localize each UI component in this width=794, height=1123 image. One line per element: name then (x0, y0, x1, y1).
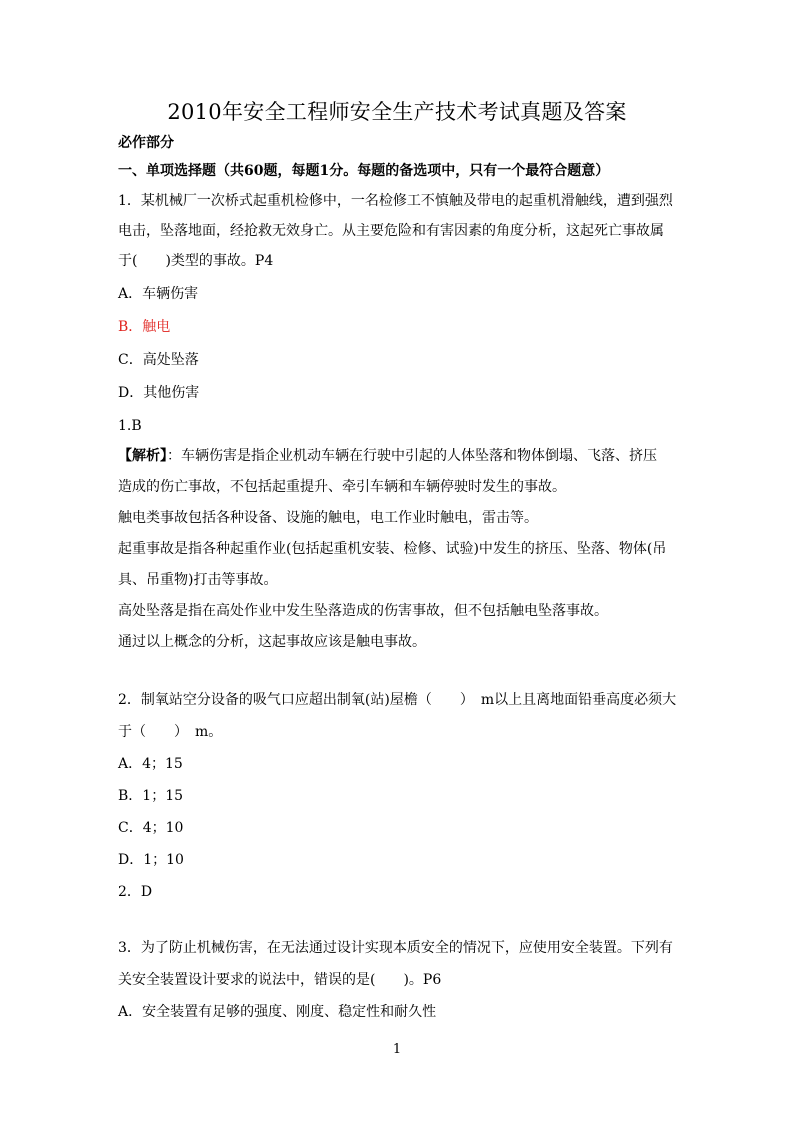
spacer (118, 908, 678, 932)
question-1-stem-line-3: 于( )类型的事故。P4 (118, 253, 274, 269)
question-1-option-d: D．其他伤害 (118, 385, 200, 401)
question-3 (118, 932, 678, 1028)
document-title: 2010年安全工程师安全生产技术考试真题及答案 (167, 100, 627, 124)
question-2-option-b: B．1；15 (118, 788, 184, 804)
question-3-option-a: A．安全装置有足够的强度、刚度、稳定性和耐久性 (118, 1004, 437, 1020)
question-3-stem-line-2: 关安全装置设计要求的说法中，错误的是( )。P6 (118, 972, 442, 988)
section-heading: 一、单项选择题（共60题，每题1分。每题的备选项中，只有一个最符合题意） (118, 163, 610, 179)
question-1-stem-line-1: 1．某机械厂一次桥式起重机检修中，一名检修工不慎触及带电的起重机滑触线，遭到强烈 (118, 193, 673, 209)
document-body (118, 130, 678, 1028)
question-1-analysis-line-7: 通过以上概念的分析，这起事故应该是触电事故。 (118, 634, 426, 650)
question-1-analysis-line-1 (118, 441, 678, 472)
question-2-answer: 2．D (118, 884, 153, 900)
question-2-stem-line-2: 于（ ） m。 (118, 724, 223, 740)
analysis-text: ：车辆伤害是指企业机动车辆在行驶中引起的人体坠落和物体倒塌、飞落、挤压 (167, 448, 657, 464)
question-1-analysis-line-5: 具、吊重物)打击等事故。 (118, 572, 278, 588)
question-2-option-c: C．4；10 (118, 820, 184, 836)
question-1-analysis-line-6: 高处坠落是指在高处作业中发生坠落造成的伤害事故，但不包括触电坠落事故。 (118, 603, 608, 619)
question-2 (118, 684, 678, 908)
question-1-option-b: B．触电 (118, 319, 171, 335)
section-label: 必作部分 (118, 135, 174, 151)
question-1-option-c: C．高处坠落 (118, 352, 199, 368)
analysis-label: 【解析】 (118, 448, 167, 464)
question-2-option-a: A．4；15 (118, 756, 183, 772)
question-1 (118, 186, 678, 658)
question-3-stem-line-1: 3．为了防止机械伤害，在无法通过设计实现本质安全的情况下，应使用安全装置。下列有 (118, 940, 673, 956)
question-1-analysis-line-4: 起重事故是指各种起重作业(包括起重机安装、检修、试验)中发生的挤压、坠落、物体(吊 (118, 541, 667, 557)
question-2-option-d: D．1；10 (118, 852, 184, 868)
question-2-stem-line-1: 2．制氧站空分设备的吸气口应超出制氧(站)屋檐（ ） m以上且离地面铅垂高度必须大 (118, 692, 677, 708)
question-1-stem-line-2: 电击，坠落地面，经抢救无效身亡。从主要危险和有害因素的角度分析，这起死亡事故属 (118, 223, 664, 239)
question-1-analysis-line-2: 造成的伤亡事故，不包括起重提升、牵引车辆和车辆停驶时发生的事故。 (118, 479, 566, 495)
spacer (118, 658, 678, 684)
question-1-option-a: A．车辆伤害 (118, 286, 199, 302)
question-1-answer: 1.B (118, 418, 142, 434)
page-number: 1 (392, 1042, 402, 1057)
question-1-analysis-line-3: 触电类事故包括各种设备、设施的触电，电工作业时触电，雷击等。 (118, 510, 538, 526)
